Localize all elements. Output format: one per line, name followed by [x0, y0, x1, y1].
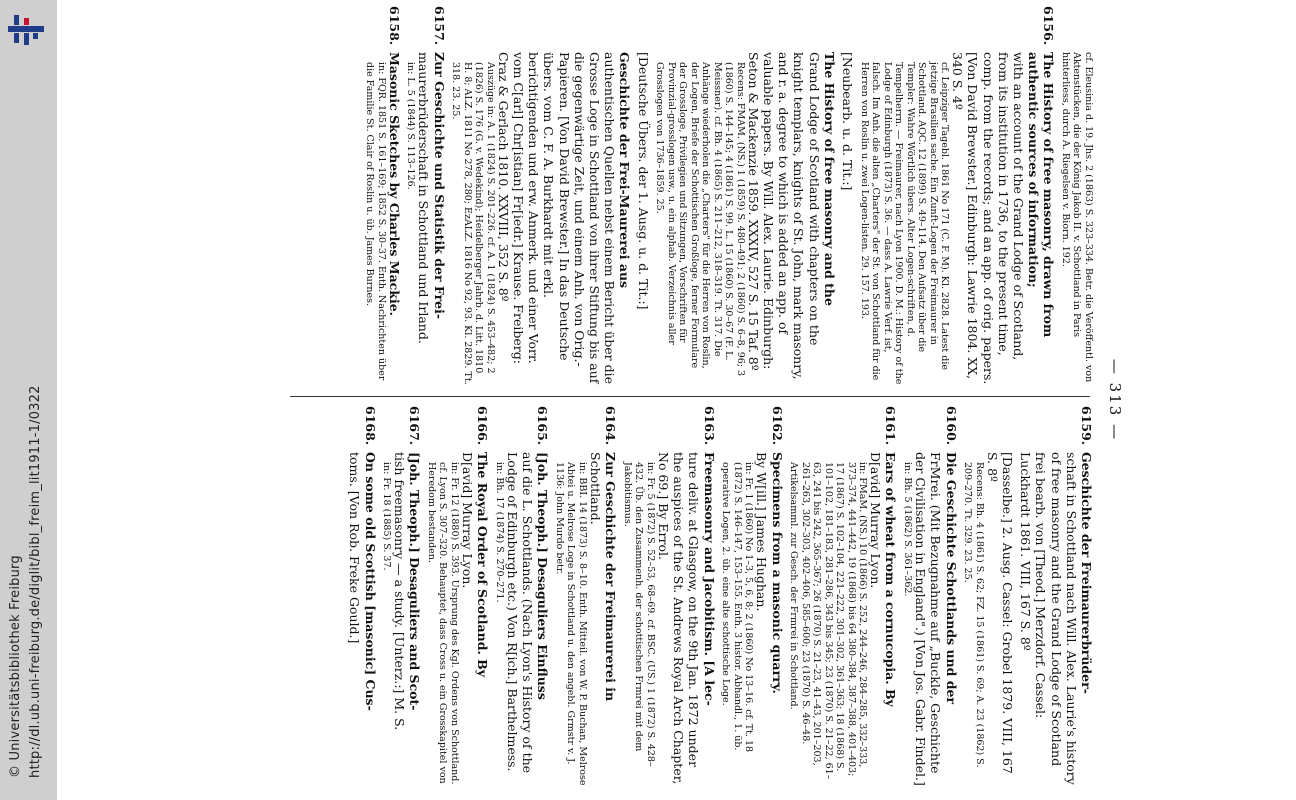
- entry-number: 6158.: [386, 6, 402, 46]
- entry-body: maurerbrüderschaft in Schottland und Irland.: [416, 52, 432, 344]
- bibliography-entry: [858, 6, 1056, 386]
- entry-title: The History of free masonry and the: [821, 52, 837, 306]
- entry-number: 6157.: [431, 6, 447, 46]
- entry-title: Zur Geschichte der Freimaurerei in: [603, 452, 619, 702]
- copyright-notice: © Universitätsbibliothek Freiburg: [8, 555, 23, 778]
- right-column: [264, 406, 1094, 786]
- entry-body: Grand Lodge of Scotland with chapters on the knight templars, knights of St. John, mark masonry, and r. a. degree to which is added an app. of valuable papers. By Will. Alex. Laurie. Edinburgh: Seton & Mackenzie 1859. XXXIV, 527 S. 15 Taf. 8º: [745, 52, 822, 380]
- entry-note: Recens: FMAM. (NS.) 1 (1859) S. 480–491; 2 (1860) S. 6–8, 96; 3 (1860) S. 144–145; 4 (1861) S. 99. L. 15 (1860) S. 30–67 (F. L. Meissner). cf. Bh. 4 (1865) S. 211–212, 318–319. Tt. 317. Die Anhänge wiederholen die „Charters" für die Herren von Roslin, der Logen, Briefe der Schottischen Großloge, ferner Formulare der Grossloge, Privilegien und Sitzungen, Vorschriften für Provinzial-grosslogen usw., u. ein alphab. Verzeichnis aller Grosslogen von 1736–1859. 25.: [654, 62, 746, 377]
- entry-number: 6161.: [883, 406, 899, 446]
- entry-number: 6159.: [1079, 406, 1094, 446]
- entry-number: 6156.: [1041, 6, 1057, 46]
- entry-body: authentischen Quellen nebst einem Bericht über die Grosse Loge in Schottland von ihrer Stiftung bis auf die gegenwärtige Zeit, und einem Anh. von Orig.-Papieren. [Von David Brewster.] In das Deutsche übers. vom C. F. A. Burkhardt mit erkl. berichtigenden und erw. Anmerk. und einer Vorr. vom C[arl] Chr[istian] Fr[iedr.] Krause. Freiberg: Craz & Gerlach 1810. XXVIII, 352 S. 8º: [495, 52, 618, 384]
- entry-body: [Neubearb. u. d. Tit.:]: [840, 52, 856, 191]
- entry-number: 6164.: [603, 406, 619, 446]
- continuation-note: cf. Eleusinia d. 19. Jhs. 2 (1863) S. 323–334. Betr. die Veröffentl. von Aktenstücken, die der König Jakob II. v. Schottland in Paris hinterliess, durch A. Riegelsen v. Biorn. 192.: [1060, 52, 1094, 383]
- entry-body: [Deutsche Übers. der 1. Ausg. u. d. Tit.:]: [635, 52, 651, 310]
- entry-note: in: Bh. 5 (1862) S. 361–362.: [901, 462, 913, 597]
- entry-number: 6168.: [362, 406, 378, 446]
- bibliography-entry: [901, 406, 958, 786]
- bibliography-entry: [962, 406, 1015, 786]
- bibliography-entry: [364, 6, 402, 386]
- entry-title: Masonic Sketches by Charles Mackie.: [386, 52, 402, 316]
- bibliography-entry: [347, 406, 377, 786]
- entry-body: FrMrei. (Mit Bezugnahme auf „Buckle, Geschichte der Civilisation in England".) [Von Jos. Gabr. Findel.]: [913, 452, 944, 786]
- bibliography-entry: [621, 406, 716, 786]
- document-url[interactable]: http://dl.ub.uni-freiburg.de/diglit/bibl_freim_lit1911-1/0322: [28, 385, 43, 778]
- entry-title: Geschichte der Frei-Maurerei aus: [617, 52, 633, 289]
- entry-title: [Joh. Theoph.] Desaguliers Einfluss: [535, 452, 551, 700]
- entry-number: 6167.: [407, 406, 423, 446]
- entry-title: On some old Scottish [masonic] Cus-: [362, 452, 378, 711]
- entry-body: auf die L. Schottlands. (Nach Lyon's History of the Lodge of Edinburgh etc.) Von R[ich.] Barthelmess.: [505, 452, 536, 774]
- entry-note: in: L. 5 (1844) S. 113–126.: [405, 62, 417, 190]
- column-divider: [290, 396, 1090, 397]
- bibliography-entry: [1018, 406, 1094, 786]
- entry-number: 6160.: [943, 406, 959, 446]
- entry-body: [Dasselbe.] 2. Ausg. Cassel: Grobel 1879. VIII, 167 S. 8º: [984, 452, 1015, 774]
- entry-title: The Royal Order of Scotland. By: [475, 452, 491, 678]
- entry-note: in: FMaM. (NS.) 10 (1866) S. 252, 244–246, 284–285, 332–333, 373–374, 441–442, 19 (1868) bis 64 380–384, 387–388, 401–403; 17 (1867) S. 102–104, 221–222, 301–302, 361–363; 18 (1868) S. 101–102, 181–183, 281–286, 343 bis 345; 23 (1870) S. 21–22, 61–63, 241 bis 242, 365–367; 26 (1870) S. 21–23, 41–43, 201–203, 261–263, 302–303, 402–406, 585–600; 23 (1870) S. 46–48. Artikelsamml. zur Gesch. der Frmrei in Schottland.: [788, 462, 869, 780]
- bibliography-entry: [635, 6, 650, 386]
- bibliography-entry: [493, 406, 550, 786]
- sidebar: [0, 0, 57, 800]
- entry-note: in: BBI. 14 (1873) S. 8–10. Enth. Mitteil. von W. P. Buchan, Melrose Abtei u. Melrose Loge in Schottland u. den angebl. Grmstr v. J. 1136: John Murdo betr.: [553, 462, 588, 786]
- bibliography-entry: [405, 6, 447, 386]
- left-column: [264, 6, 1094, 386]
- entry-body: schaft in Schottland nach Will. Alex. Laurie's history of free masonry and the Grand Lodge of Scotland frei bearb. von [Theod.] Merzdorf. Cassel: Luckhardt 1861. VIII, 167 S. 8º: [1018, 452, 1079, 785]
- bibliography-entry: [553, 406, 618, 786]
- entry-title: Ears of wheat from a cornucopia. By: [883, 452, 899, 707]
- bibliography-entry: [425, 406, 490, 786]
- entry-body: D[avid] Murray Lyon.: [460, 452, 476, 589]
- bibliography-entry: [654, 6, 837, 386]
- entry-title: Zur Geschichte und Statistik der Frei-: [431, 52, 447, 320]
- entry-note: in: Fr. 5 (1872) S. 52–53, 68–69. cf. BSC. (US.) 1 (1872) S. 428–432. Üb. den Zusammenh. der schottischen Frmrei mit dem Jakobitismus.: [621, 462, 656, 767]
- entry-note: in: Fr. 1 (1860) No 1–3, 5, 6, 8; 2 (1860) No 13–16. cf. Tt. 18 (1872) S. 146–147, 153–155. Enth. 3 histor. Abhandl., 1. üb. operative Logen, 2. üb. eine alte schottische Loge.: [720, 462, 755, 753]
- bibliography-entry: [720, 406, 785, 786]
- entry-body: toms. [Von Rob. Freke Gould.]: [347, 452, 363, 644]
- entry-note: in: Fr. 18 (1885) S. 37.: [381, 462, 393, 571]
- entry-note: Recens: Bh. 4 (1861) S. 62; FZ. 15 (1861) S. 69; A. 23 (1862) S. 209–270. Tt. 329. 23. 25.: [962, 462, 985, 768]
- entry-title: Specimens from a masonic quarry.: [769, 452, 785, 694]
- entry-title: Geschichte der Freimaurerbrüder-: [1079, 452, 1094, 694]
- entry-note: Auszüge in: A. 1 (1824) S. 201–226. cf. A. 1 (1824) S. 453–482; 2 (1826) S. 176 (G. v. Wedekind); Heidelberger Jahrb. d. Litt. 1810 H. 8; ALZ. 1811 No 278, 280; EzALZ. 1816 No 92, 93. Kl. 2829. Tt. 318. 23. 25.: [450, 62, 496, 385]
- ub-freiburg-logo-icon[interactable]: [4, 12, 48, 46]
- entry-note: in: Fr. 12 (1880) S. 393. Ursprung des Kgl. Ordens von Schottland. cf. Lyon S. 307–320. Behauptet, dass Cross u. ein Grosskapitel von Heredom bestanden.: [425, 462, 460, 785]
- entry-title: Die Geschichte Schottlands und der: [943, 452, 959, 705]
- bibliography-entry: [788, 406, 899, 786]
- entry-title: Freemasonry and Jacobitism. [A lec-: [701, 452, 717, 706]
- entry-note: in: Bh. 17 (1874) S. 270–271.: [493, 462, 505, 603]
- entry-body: D[avid] Murray Lyon.: [868, 452, 884, 589]
- bibliography-entry: [840, 6, 855, 386]
- entry-title: [Joh. Theoph.] Desaguliers and Scot-: [407, 452, 423, 711]
- entry-body: By W[ill.] James Hughan.: [754, 452, 770, 612]
- entry-body: Schottland.: [588, 452, 604, 525]
- entry-number: 6165.: [535, 406, 551, 446]
- entry-title: The History of free masonry, drawn from authentic sources of information;: [1026, 52, 1057, 338]
- entry-body: ture deliv. at Glasgow, on the 9th Jan. 1872 under the auspices of the St. Andrews Royal Arch Chapter, No 69.] By Errol.: [656, 452, 702, 785]
- entry-body: tish freemasonry — a study. [Unterz.:] M. S.: [392, 452, 408, 731]
- bibliography-entry: [450, 6, 633, 386]
- entry-body: with an account of the Grand Lodge of Scotland, from its institution in 1736, to the present time, comp. from the records; and an app. of orig. papers. [Von David Brewster.] Edinburgh: Lawrie 1804. XX, 340 S. 4º: [950, 52, 1027, 385]
- entry-number: 6166.: [475, 406, 491, 446]
- page-number: — 313 —: [1106, 358, 1124, 442]
- scanned-page: [248, 0, 1128, 800]
- entry-number: 6163.: [701, 406, 717, 446]
- bibliography-entry: [381, 406, 423, 786]
- entry-note: cf. Leipziger Tagebl. 1861 No 171 (C. F. M). Kl. 2828. Latest die jetzige Brasilien sache. Ein Zunft-Logen der Freimaurer in Schottland. AQC. 12 (1899) S. 49–114. Den Aufsatz über die Templer: Wahre Wörtlich übers. Alter Logen-schriften, d. Tempelherrn. — Freimaurer, nach Lyon 1900. D. M.: History of the Lodge of Edinburgh (1873) S. 36. — dass A. Lawrie Verf. ist, falsch. Im Anh. die alten „Charters" der St. von Schottland für die Herren von Roslin u. zwei Logen-listen. 29. 157. 193.: [858, 62, 951, 385]
- entry-number: 6162.: [769, 406, 785, 446]
- entry-note: in: FQR. 1851 S. 161–169; 1852 S. 30–37. Enth. Nachrichten über die Familie St. Clair of Roslin u. üb. James Burnes.: [364, 62, 387, 381]
